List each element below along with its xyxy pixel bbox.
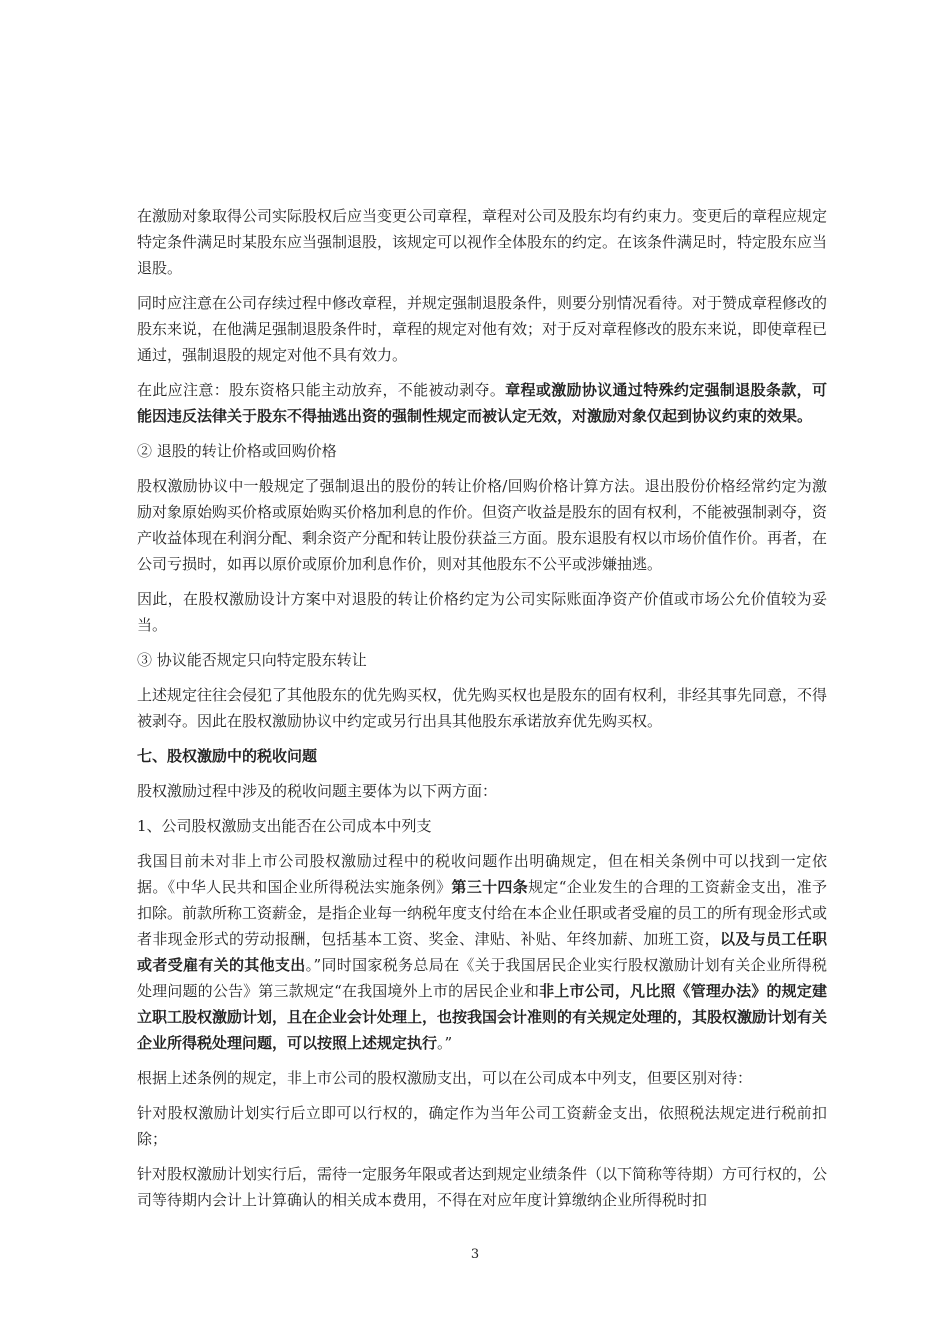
subheading: ② 退股的转让价格或回购价格: [137, 442, 337, 460]
bold-text: 非上市公司，凡比照《管理办法》的规定建立职工股权激励计划，且在企业会计处理上，也按我国会计准则的有关规定处理的，其股权激励计划有关企业所得税处理问题，可以按照上述规定执行: [137, 982, 828, 1052]
document-body: [137, 203, 827, 1222]
paragraph: 在此应注意：股东资格只能主动放弃，不能被动剥夺。章程或激励协议通过特殊约定强制退股条款，可能因违反法律关于股东不得抽逃出资的强制性规定而被认定无效，对激励对象仅起到协议约束的效果。: [137, 381, 827, 425]
subheading: 1、公司股权激励支出能否在公司成本中列支: [137, 817, 432, 835]
paragraph: 在激励对象取得公司实际股权后应当变更公司章程，章程对公司及股东均有约束力。变更后的章程应规定特定条件满足时某股东应当强制退股，该规定可以视作全体股东的约定。在该条件满足时，特定股东应当退股。: [137, 207, 828, 277]
bold-text: 以及与员工任职或者受雇有关的其他支出: [137, 930, 827, 974]
section-heading: 七、股权激励中的税收问题: [137, 747, 318, 765]
paragraph: 针对股权激励计划实行后立即可以行权的，确定作为当年公司工资薪金支出，依照税法规定进行税前扣除；: [137, 1104, 827, 1148]
paragraph: 股权激励过程中涉及的税收问题主要体为以下两方面：: [137, 782, 498, 800]
bold-text: 章程或激励协议通过特殊约定强制退股条款，可能因违反法律关于股东不得抽逃出资的强制性规定而被认定无效，对激励对象仅起到协议约束的效果。: [137, 381, 827, 425]
paragraph: 因此，在股权激励设计方案中对退股的转让价格约定为公司实际账面净资产价值或市场公允价值较为妥当。: [137, 590, 827, 634]
paragraph: 针对股权激励计划实行后，需待一定服务年限或者达到规定业绩条件（以下简称等待期）方可行权的，公司等待期内会计上计算确认的相关成本费用，不得在对应年度计算缴纳企业所得税时扣: [137, 1165, 828, 1209]
paragraph: 股权激励协议中一般规定了强制退出的股份的转让价格/回购价格计算方法。退出股份价格经常约定为激励对象原始购买价格或原始购买价格加利息的作价。但资产收益是股东的固有权利，不能被强制剥夺，资产收益体现在利润分配、剩余资产分配和转让股份获益三方面。股东退股有权以市场价值作价。再者，在公司亏损时，如再以原价或原价加利息作价，则对其他股东不公平或涉嫌抽逃。: [137, 477, 828, 573]
bold-text: 第三十四条: [451, 878, 529, 896]
paragraph: 我国目前未对非上市公司股权激励过程中的税收问题作出明确规定，但在相关条例中可以找到一定依据。《中华人民共和国企业所得税法实施条例》第三十四条规定“企业发生的合理的工资薪金支出，准予扣除。前款所称工资薪金，是指企业每一纳税年度支付给在本企业任职或者受雇的员工的所有现金形式或者非现金形式的劳动报酬，包括基本工资、奖金、津贴、补贴、年终加薪、加班工资，以及与员工任职或者受雇有关的其他支出。”同时国家税务总局在《关于我国居民企业实行股权激励计划有关企业所得税处理问题的公告》第三款规定“在我国境外上市的居民企业和非上市公司，凡比照《管理办法》的规定建立职工股权激励计划，且在企业会计处理上，也按我国会计准则的有关规定处理的，其股权激励计划有关企业所得税处理问题，可以按照上述规定执行。”: [137, 852, 828, 1052]
page-number: 3: [470, 1247, 480, 1262]
subheading: ③ 协议能否规定只向特定股东转让: [137, 651, 367, 669]
paragraph: 上述规定往往会侵犯了其他股东的优先购买权，优先购买权也是股东的固有权利，非经其事先同意，不得被剥夺。因此在股权激励协议中约定或另行出具其他股东承诺放弃优先购买权。: [137, 686, 828, 730]
paragraph: 根据上述条例的规定，非上市公司的股权激励支出，可以在公司成本中列支，但要区别对待：: [137, 1069, 753, 1087]
paragraph: 同时应注意在公司存续过程中修改章程，并规定强制退股条件，则要分别情况看待。对于赞成章程修改的股东来说，在他满足强制退股条件时，章程的规定对他有效；对于反对章程修改的股东来说，即使章程已通过，强制退股的规定对他不具有效力。: [137, 294, 828, 364]
